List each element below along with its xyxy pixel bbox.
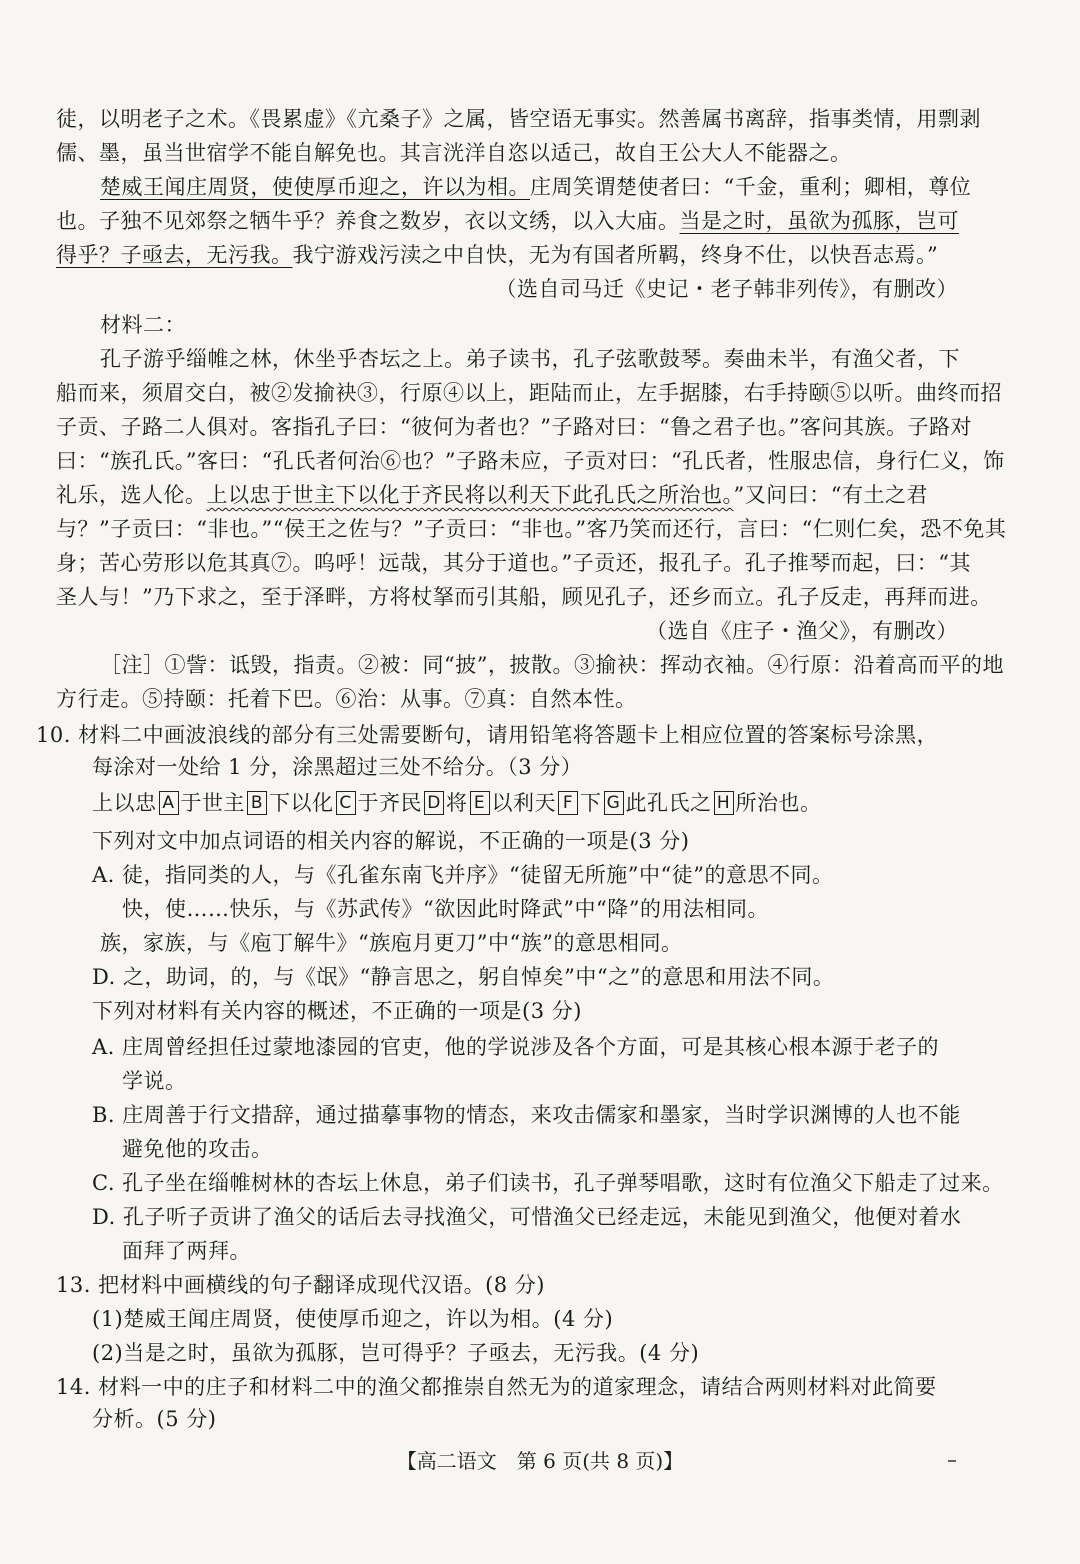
question-10-stem: 每涂对一处给 1 分，涂黑超过三处不给分。（3 分） bbox=[92, 755, 583, 779]
passage2-line bbox=[56, 480, 928, 510]
break-option-f[interactable]: F bbox=[558, 791, 578, 815]
passage1-line bbox=[56, 206, 959, 236]
wavy-underlined-sentence: 上以忠于世主下以化于齐民将以利天下此孔氏之所治也。 bbox=[206, 483, 734, 507]
passage2-line: 圣人与！”乃下求之，至于泽畔，方将杖拏而引其船，顾见孔子，还乡而立。孔子反走，再拜而进。 bbox=[56, 585, 992, 609]
translation-item-1: (1)楚威王闻庄周贤，使使厚币迎之，许以为相。(4 分) bbox=[92, 1307, 614, 1331]
passage2-line: 与？”子贡曰：“非也。”“侯王之佐与？”子贡曰：“非也。”客乃笑而还行，言曰：“仁则仁矣，恐不免其 bbox=[56, 517, 1007, 541]
question-14-stem: 14. 材料一中的庄子和材料二中的渔父都推崇自然无为的道家理念，请结合两则材料对此简要 bbox=[56, 1375, 937, 1399]
break-option-h[interactable]: H bbox=[714, 791, 734, 815]
segment: 此孔氏之 bbox=[625, 791, 712, 815]
question-14-stem: 分析。(5 分) bbox=[92, 1407, 217, 1431]
segment: 上以忠 bbox=[92, 791, 157, 815]
segment: 于齐民 bbox=[357, 791, 422, 815]
section-heading: 材料二： bbox=[100, 313, 186, 337]
passage1-line bbox=[56, 240, 938, 270]
option-c[interactable]: C. 孔子坐在缁帷树林的杏坛上休息，弟子们读书，孔子弹琴唱歌，这时有位渔父下船走了过来。 bbox=[92, 1171, 1004, 1195]
passage1-line: 徒，以明老子之术。《畏累虚》《亢桑子》之属，皆空语无事实。然善属书离辞，指事类情，用剽剥 bbox=[56, 107, 981, 131]
question-12-stem: 下列对材料有关内容的概述，不正确的一项是(3 分) bbox=[92, 999, 582, 1023]
question-13-stem: 13. 把材料中画横线的句子翻译成现代汉语。(8 分) bbox=[56, 1273, 545, 1297]
passage-text: ”又问曰：“有土之君 bbox=[733, 483, 928, 507]
segment: 下以化 bbox=[269, 791, 334, 815]
footnotes: 方行走。⑤持颐：托着下巴。⑥治：从事。⑦真：自然本性。 bbox=[56, 687, 637, 711]
break-option-a[interactable]: A bbox=[159, 791, 179, 815]
option-a[interactable]: A. 徒，指同类的人，与《孔雀东南飞并序》“徒留无所施”中“徒”的意思不同。 bbox=[92, 863, 834, 887]
underlined-sentence-2: 当是之时，虽欲为孤豚，岂可 bbox=[679, 209, 959, 233]
segment: 下 bbox=[580, 791, 602, 815]
segment: 以利天 bbox=[491, 791, 556, 815]
passage2-line: 身；苦心劳形以危其真⑦。呜呼！远哉，其分于道也。”子贡还，报孔子。孔子推琴而起，曰：“其 bbox=[56, 551, 971, 575]
page-footer: 【高二语文 第 6 页(共 8 页)】 bbox=[396, 1449, 684, 1473]
passage-text: 礼乐，选人伦。 bbox=[56, 483, 207, 507]
source-citation: （选自《庄子・渔父》，有删改） bbox=[646, 619, 958, 643]
underlined-sentence-1: 楚威王闻庄周贤，使使厚币迎之，许以为相。 bbox=[100, 175, 530, 199]
break-option-c[interactable]: C bbox=[336, 791, 356, 815]
passage-text: 我宁游戏污渎之中自快，无为有国者所羁，终身不仕，以快吾志焉。” bbox=[292, 243, 939, 267]
passage2-line: 孔子游乎缁帷之林，休坐乎杏坛之上。弟子读书，孔子弦歌鼓琴。奏曲未半，有渔父者，下 bbox=[100, 347, 960, 371]
passage1-line bbox=[100, 172, 971, 202]
option-d[interactable]: D. 之，助词，的，与《氓》“静言思之，躬自悼矣”中“之”的意思和用法不同。 bbox=[92, 965, 835, 989]
footnotes: ［注］①訾：诋毁，指责。②被：同“披”，披散。③揄袂：挥动衣袖。④行原：沿着高而平的地 bbox=[100, 653, 1004, 677]
segment: 所治也。 bbox=[735, 791, 822, 815]
option-a[interactable]: A. 庄周曾经担任过蒙地漆园的官吏，他的学说涉及各个方面，可是其核心根本源于老子的 bbox=[92, 1035, 940, 1059]
passage-text: 庄周笑谓楚使者曰：“千金，重利；卿相，尊位 bbox=[530, 175, 972, 199]
passage2-line: 子贡、子路二人俱对。客指孔子曰：“彼何为者也？”子路对曰：“鲁之君子也。”客问其族。子路对 bbox=[56, 415, 972, 439]
passage2-line: 曰：“族孔氏。”客曰：“孔氏者何治⑥也？”子路未应，子贡对曰：“孔氏者，性服忠信，身行仁义，饰 bbox=[56, 449, 1005, 473]
underlined-sentence-2: 得乎？子亟去，无污我。 bbox=[56, 243, 293, 267]
scan-mark bbox=[948, 1460, 956, 1462]
option-b[interactable]: B. 庄周善于行文措辞，通过描摹事物的情态，来攻击儒家和墨家，当时学识渊博的人也不能 bbox=[92, 1103, 961, 1127]
segment: 将 bbox=[446, 791, 468, 815]
passage-text: 也。子独不见郊祭之牺牛乎？养食之数岁，衣以文绣，以入大庙。 bbox=[56, 209, 680, 233]
passage1-line: 儒、墨，虽当世宿学不能自解免也。其言洸洋自恣以适己，故自王公大人不能器之。 bbox=[56, 141, 852, 165]
translation-item-2: (2)当是之时，虽欲为孤豚，岂可得乎？子亟去，无污我。(4 分) bbox=[92, 1341, 700, 1365]
option-c[interactable]: 族，家族，与《庖丁解牛》“族庖月更刀”中“族”的意思相同。 bbox=[100, 931, 683, 955]
question-10-stem: 10. 材料二中画波浪线的部分有三处需要断句，请用铅笔将答题卡上相应位置的答案标号涂黑， bbox=[36, 723, 939, 747]
option-d[interactable]: D. 孔子听子贡讲了渔父的话后去寻找渔父，可惜渔父已经走远，未能见到渔父，他便对着水 bbox=[92, 1205, 962, 1229]
option-a-cont: 学说。 bbox=[122, 1069, 187, 1093]
option-b[interactable]: 快，使……快乐，与《苏武传》“欲因此时降武”中“降”的用法相同。 bbox=[122, 897, 769, 921]
sentence-break-options bbox=[92, 788, 822, 818]
question-11-stem: 下列对文中加点词语的相关内容的解说，不正确的一项是(3 分) bbox=[92, 829, 690, 853]
option-d-cont: 面拜了两拜。 bbox=[122, 1239, 251, 1263]
break-option-d[interactable]: D bbox=[424, 791, 444, 815]
segment: 于世主 bbox=[180, 791, 245, 815]
source-citation: （选自司马迁《史记・老子韩非列传》，有删改） bbox=[495, 277, 958, 301]
break-option-b[interactable]: B bbox=[247, 791, 267, 815]
break-option-g[interactable]: G bbox=[604, 791, 624, 815]
option-b-cont: 避免他的攻击。 bbox=[122, 1137, 273, 1161]
break-option-e[interactable]: E bbox=[470, 791, 490, 815]
passage2-line: 船而来，须眉交白，被②发揄袂③，行原④以上，距陆而止，左手据膝，右手持颐⑤以听。曲终而招 bbox=[56, 381, 1002, 405]
